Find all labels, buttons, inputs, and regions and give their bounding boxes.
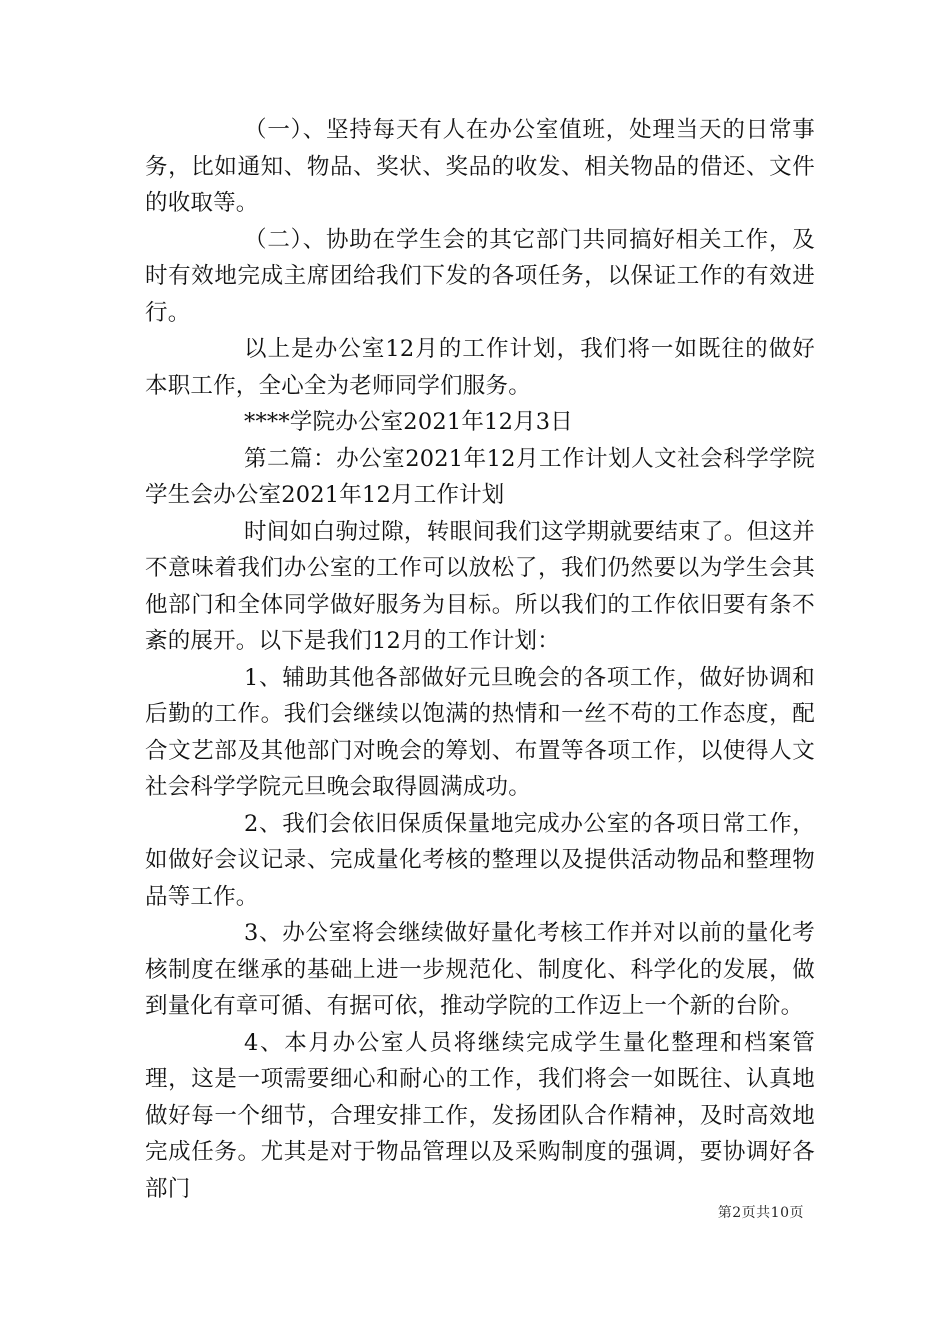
document-body (145, 112, 815, 1207)
page-number-footer: 第2页共10页 (717, 1205, 804, 1221)
paragraph-assist-departments: （二）、协助在学生会的其它部门共同搞好相关工作，及时有效地完成主席团给我们下发的各项任务，以保证工作的有效进行。 (145, 226, 815, 326)
paragraph-item-1: 1、辅助其他各部做好元旦晚会的各项工作，做好协调和后勤的工作。我们会继续以饱满的热情和一丝不苟的工作态度，配合文艺部及其他部门对晚会的筹划、布置等各项工作，以使得人文社会科学学院元旦晚会取得圆满成功。 (145, 664, 815, 800)
paragraph-intro: 时间如白驹过隙，转眼间我们这学期就要结束了。但这并不意味着我们办公室的工作可以放松了，我们仍然要以为学生会其他部门和全体同学做好服务为目标。所以我们的工作依旧要有条不紊的展开。以下是我们12月的工作计划： (145, 518, 815, 654)
paragraph-item-3: 3、办公室将会继续做好量化考核工作并对以前的量化考核制度在继承的基础上进一步规范化、制度化、科学化的发展，做到量化有章可循、有据可依，推动学院的工作迈上一个新的台阶。 (145, 920, 815, 1019)
paragraph-item-4: 4、本月办公室人员将继续完成学生量化整理和档案管理，这是一项需要细心和耐心的工作，我们将会一如既往、认真地做好每一个细节，合理安排工作，发扬团队合作精神，及时高效地完成任务。尤其是对于物品管理以及采购制度的强调，要协调好各部门 (145, 1029, 815, 1202)
paragraph-second-article-title: 第二篇：办公室2021年12月工作计划人文社会科学学院学生会办公室2021年12月工作计划 (145, 445, 815, 508)
paragraph-duty-roster: （一）、坚持每天有人在办公室值班，处理当天的日常事务，比如通知、物品、奖状、奖品的收发、相关物品的借还、文件的收取等。 (145, 117, 815, 216)
paragraph-plan-summary: 以上是办公室12月的工作计划，我们将一如既往的做好本职工作，全心全为老师同学们服务。 (145, 336, 815, 399)
paragraph-signature-date: ****学院办公室2021年12月3日 (244, 409, 574, 435)
paragraph-item-2: 2、我们会依旧保质保量地完成办公室的各项日常工作，如做好会议记录、完成量化考核的整理以及提供活动物品和整理物品等工作。 (145, 810, 815, 910)
